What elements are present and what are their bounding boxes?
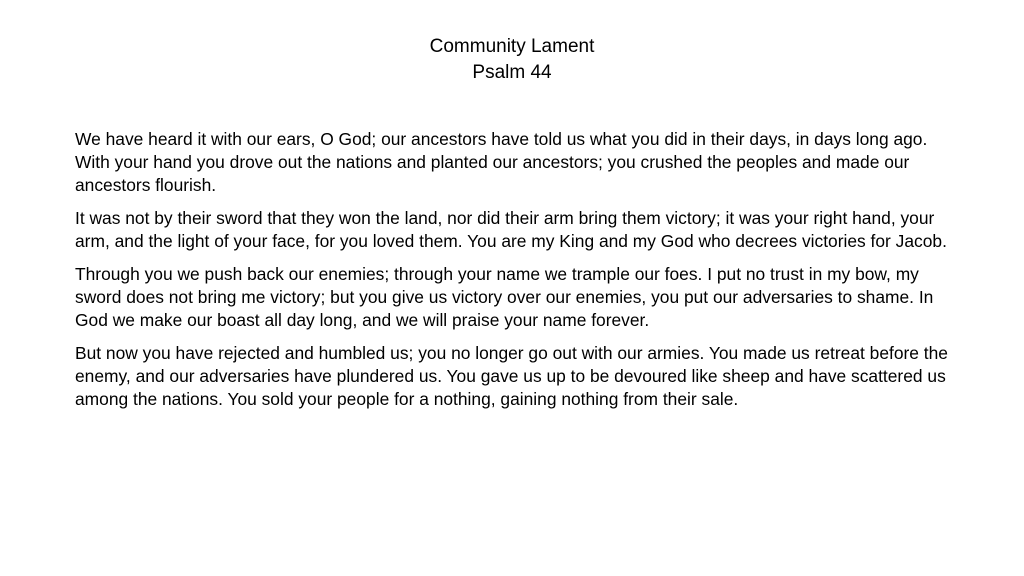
title-block	[0, 34, 1024, 86]
paragraph-2: It was not by their sword that they won the land, nor did their arm bring them victory; it was your right hand, your arm, and the light of your face, for you loved them. You are my King and my God who decrees victories for Jacob.	[75, 208, 947, 251]
paragraph-4: But now you have rejected and humbled us; you no longer go out with our armies. You made us retreat before the enemy, and our adversaries have plundered us. You gave us up to be devoured like sheep and have scattered us among the nations. You sold your people for a nothing, gaining nothing from their sale.	[75, 343, 948, 409]
paragraph-1: We have heard it with our ears, O God; our ancestors have told us what you did in their days, in days long ago. With your hand you drove out the nations and planted our ancestors; you crushed the peoples and made our ancestors flourish.	[75, 129, 928, 195]
slide-title: Community Lament	[429, 36, 595, 57]
body-text	[75, 128, 955, 421]
paragraph-3: Through you we push back our enemies; through your name we trample our foes. I put no trust in my bow, my sword does not bring me victory; but you give us victory over our enemies, you put our adversaries to shame. In God we make our boast all day long, and we will praise your name forever.	[75, 264, 934, 330]
slide-subtitle: Psalm 44	[472, 62, 552, 83]
